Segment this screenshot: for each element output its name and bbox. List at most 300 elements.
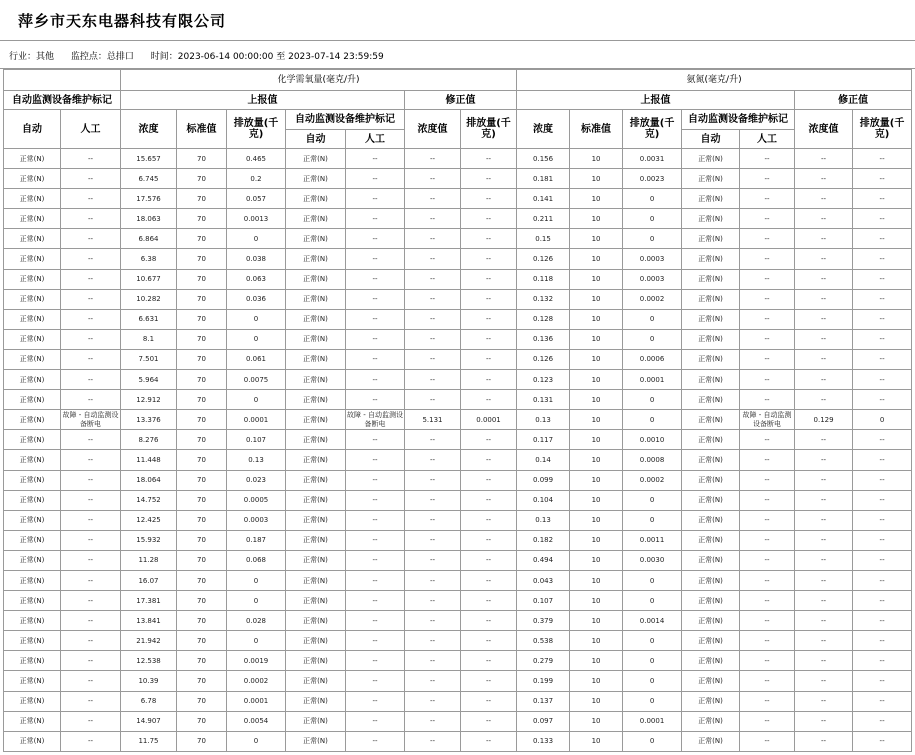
table-cell: 10 — [570, 510, 623, 530]
table-cell: -- — [346, 611, 405, 631]
table-cell: -- — [61, 309, 121, 329]
table-cell: -- — [853, 731, 912, 751]
table-cell: -- — [61, 671, 121, 691]
table-cell: -- — [346, 269, 405, 289]
table-cell: -- — [795, 490, 853, 510]
header-cod-corrected: 修正值 — [405, 91, 517, 110]
table-cell: 0.0002 — [227, 671, 286, 691]
table-cell: -- — [795, 209, 853, 229]
table-cell: 0.279 — [517, 651, 570, 671]
table-cell: -- — [461, 349, 517, 369]
table-cell: -- — [853, 269, 912, 289]
table-cell: 0 — [227, 731, 286, 751]
table-cell: -- — [61, 530, 121, 550]
table-cell: -- — [61, 430, 121, 450]
header-cod-conc-value: 浓度值 — [405, 110, 461, 149]
table-cell: 0.0001 — [461, 410, 517, 430]
table-cell: -- — [795, 269, 853, 289]
table-cell: 0.465 — [227, 149, 286, 169]
table-cell: 10 — [570, 671, 623, 691]
table-cell: -- — [795, 631, 853, 651]
table-cell: 0.0005 — [227, 490, 286, 510]
table-cell: 正常(N) — [682, 249, 740, 269]
table-cell: -- — [405, 510, 461, 530]
header-cod: 化学需氧量(毫克/升) — [121, 70, 517, 91]
table-cell: 正常(N) — [4, 309, 61, 329]
table-row — [4, 470, 912, 490]
table-cell: 14.907 — [121, 711, 177, 731]
table-cell: 正常(N) — [682, 390, 740, 410]
table-cell: 12.425 — [121, 510, 177, 530]
table-cell: 10 — [570, 229, 623, 249]
table-cell: 0.104 — [517, 490, 570, 510]
table-cell: 0.099 — [517, 470, 570, 490]
table-cell: -- — [461, 510, 517, 530]
table-cell: 0.131 — [517, 390, 570, 410]
table-cell: -- — [405, 731, 461, 751]
table-cell: -- — [346, 390, 405, 410]
table-cell: -- — [405, 229, 461, 249]
report-title: 萍乡市天东电器科技有限公司 — [18, 12, 227, 30]
table-cell: 正常(N) — [286, 490, 346, 510]
table-cell: 0.0001 — [623, 711, 682, 731]
table-cell: 15.932 — [121, 530, 177, 550]
table-row — [4, 169, 912, 189]
table-cell: 正常(N) — [4, 510, 61, 530]
table-cell: -- — [740, 591, 795, 611]
table-cell: -- — [740, 209, 795, 229]
table-cell: -- — [61, 349, 121, 369]
table-cell: 15.657 — [121, 149, 177, 169]
table-cell: 18.064 — [121, 470, 177, 490]
table-cell: -- — [740, 450, 795, 470]
table-cell: -- — [795, 570, 853, 590]
table-cell: 0 — [623, 651, 682, 671]
table-cell: 0.028 — [227, 611, 286, 631]
table-cell: 正常(N) — [4, 611, 61, 631]
table-cell: 0 — [853, 410, 912, 430]
table-cell: 70 — [177, 530, 227, 550]
table-cell: 0.107 — [517, 591, 570, 611]
table-cell: -- — [853, 490, 912, 510]
table-cell: 70 — [177, 450, 227, 470]
table-cell: -- — [740, 470, 795, 490]
table-cell: 6.631 — [121, 309, 177, 329]
table-cell: 0.0011 — [623, 530, 682, 550]
table-cell: -- — [461, 550, 517, 570]
table-cell: 10 — [570, 269, 623, 289]
table-cell: 正常(N) — [682, 269, 740, 289]
table-cell: -- — [346, 631, 405, 651]
table-cell: 16.07 — [121, 570, 177, 590]
table-cell: -- — [461, 249, 517, 269]
table-cell: -- — [853, 631, 912, 651]
header-nh3-corrected: 修正值 — [795, 91, 912, 110]
table-cell: -- — [853, 329, 912, 349]
table-cell: 0 — [623, 570, 682, 590]
table-cell: 正常(N) — [4, 550, 61, 570]
table-cell: 0.0031 — [623, 149, 682, 169]
table-cell: 70 — [177, 731, 227, 751]
table-cell: -- — [61, 631, 121, 651]
header-cod-maint-manual: 人工 — [346, 130, 405, 149]
table-cell: 0.0054 — [227, 711, 286, 731]
table-cell: 0.0023 — [623, 169, 682, 189]
table-cell: -- — [405, 289, 461, 309]
table-cell: -- — [740, 550, 795, 570]
table-cell: -- — [461, 209, 517, 229]
header-nh3-auto-maint: 自动监测设备维护标记 — [682, 110, 795, 130]
table-cell: -- — [461, 149, 517, 169]
table-cell: 0.156 — [517, 149, 570, 169]
table-cell: 0.538 — [517, 631, 570, 651]
table-cell: 0.0014 — [623, 611, 682, 631]
table-cell: 0.0075 — [227, 370, 286, 390]
table-cell: 0.0003 — [623, 269, 682, 289]
table-cell: -- — [853, 430, 912, 450]
table-cell: 正常(N) — [286, 149, 346, 169]
divider-top — [0, 40, 915, 41]
table-cell: -- — [853, 149, 912, 169]
table-cell: 正常(N) — [682, 370, 740, 390]
table-cell: -- — [346, 550, 405, 570]
table-cell: 正常(N) — [286, 189, 346, 209]
table-cell: 正常(N) — [682, 430, 740, 450]
table-cell: -- — [346, 370, 405, 390]
table-cell: 0.141 — [517, 189, 570, 209]
table-cell: 70 — [177, 490, 227, 510]
table-cell: -- — [61, 691, 121, 711]
table-cell: 0.14 — [517, 450, 570, 470]
table-cell: 正常(N) — [4, 229, 61, 249]
table-cell: -- — [405, 611, 461, 631]
table-cell: -- — [61, 169, 121, 189]
table-cell: -- — [461, 711, 517, 731]
table-cell: 正常(N) — [682, 731, 740, 751]
table-cell: 0.0006 — [623, 349, 682, 369]
table-cell: -- — [346, 430, 405, 450]
table-cell: 10 — [570, 370, 623, 390]
table-cell: 正常(N) — [4, 349, 61, 369]
table-cell: -- — [61, 711, 121, 731]
table-cell: -- — [346, 530, 405, 550]
header-auto-maint: 自动监测设备维护标记 — [4, 91, 121, 110]
table-cell: -- — [795, 450, 853, 470]
table-cell: -- — [795, 229, 853, 249]
table-cell: 0.023 — [227, 470, 286, 490]
table-cell: -- — [461, 390, 517, 410]
table-cell: -- — [740, 651, 795, 671]
table-cell: -- — [740, 691, 795, 711]
header-nh3-maint-auto: 自动 — [682, 130, 740, 149]
table-cell: -- — [461, 370, 517, 390]
table-cell: -- — [740, 570, 795, 590]
header-cod-maint-auto: 自动 — [286, 130, 346, 149]
table-cell: 5.131 — [405, 410, 461, 430]
table-cell: 正常(N) — [286, 450, 346, 470]
table-cell: 10 — [570, 329, 623, 349]
table-cell: -- — [740, 249, 795, 269]
header-auto: 自动 — [4, 110, 61, 149]
table-cell: 10 — [570, 490, 623, 510]
table-cell: 0.0001 — [227, 410, 286, 430]
table-cell: 正常(N) — [286, 651, 346, 671]
table-cell: -- — [61, 470, 121, 490]
table-cell: -- — [405, 269, 461, 289]
table-cell: 正常(N) — [682, 490, 740, 510]
table-cell: 10 — [570, 410, 623, 430]
table-cell: 正常(N) — [286, 289, 346, 309]
table-cell: 0 — [227, 591, 286, 611]
table-cell: -- — [740, 530, 795, 550]
table-cell: -- — [795, 691, 853, 711]
table-cell: 0.0008 — [623, 450, 682, 470]
table-cell: 10 — [570, 550, 623, 570]
table-cell: -- — [740, 370, 795, 390]
table-cell: -- — [795, 711, 853, 731]
table-cell: -- — [740, 671, 795, 691]
table-row — [4, 530, 912, 550]
table-cell: 70 — [177, 671, 227, 691]
time-range-label: 时间：2023-06-14 00:00:00 至 2023-07-14 23:59:59 — [150, 52, 384, 62]
table-row — [4, 229, 912, 249]
table-cell: -- — [853, 591, 912, 611]
table-cell: 14.752 — [121, 490, 177, 510]
table-cell: 正常(N) — [286, 631, 346, 651]
table-cell: 0.0002 — [623, 470, 682, 490]
table-cell: -- — [795, 249, 853, 269]
table-cell: -- — [346, 169, 405, 189]
table-cell: -- — [740, 269, 795, 289]
table-cell: 正常(N) — [682, 309, 740, 329]
table-cell: 正常(N) — [4, 731, 61, 751]
table-cell: 正常(N) — [682, 631, 740, 651]
table-cell: 正常(N) — [682, 349, 740, 369]
table-cell: -- — [61, 149, 121, 169]
table-cell: -- — [740, 289, 795, 309]
table-cell: -- — [346, 189, 405, 209]
table-cell: 70 — [177, 591, 227, 611]
table-cell: 18.063 — [121, 209, 177, 229]
table-cell: -- — [61, 550, 121, 570]
table-cell: 正常(N) — [286, 671, 346, 691]
table-cell: -- — [740, 329, 795, 349]
table-cell: -- — [405, 550, 461, 570]
table-cell: -- — [461, 591, 517, 611]
table-cell: -- — [853, 289, 912, 309]
table-cell: 0 — [227, 229, 286, 249]
table-cell: 0.137 — [517, 691, 570, 711]
table-cell: 正常(N) — [4, 370, 61, 390]
table-cell: 0.0019 — [227, 651, 286, 671]
table-cell: -- — [61, 490, 121, 510]
table-cell: -- — [853, 570, 912, 590]
header-cod-discharge: 排放量(千克) — [227, 110, 286, 149]
table-cell: 0.129 — [795, 410, 853, 430]
table-cell: 正常(N) — [682, 651, 740, 671]
table-cell: 正常(N) — [4, 470, 61, 490]
header-nh3-conc-value: 浓度值 — [795, 110, 853, 149]
table-cell: 0 — [227, 390, 286, 410]
table-cell: 0.13 — [517, 510, 570, 530]
table-cell: 70 — [177, 470, 227, 490]
table-cell: 正常(N) — [4, 591, 61, 611]
table-cell: -- — [405, 631, 461, 651]
table-cell: 6.78 — [121, 691, 177, 711]
table-cell: -- — [461, 530, 517, 550]
table-cell: -- — [61, 450, 121, 470]
table-cell: -- — [405, 651, 461, 671]
table-cell: -- — [346, 329, 405, 349]
table-cell: 正常(N) — [682, 169, 740, 189]
table-cell: 正常(N) — [4, 490, 61, 510]
table-cell: -- — [461, 169, 517, 189]
table-cell: 正常(N) — [682, 550, 740, 570]
table-cell: 正常(N) — [286, 370, 346, 390]
table-cell: 10 — [570, 530, 623, 550]
table-cell: 0.0003 — [227, 510, 286, 530]
table-cell: -- — [405, 430, 461, 450]
table-cell: 70 — [177, 631, 227, 651]
table-cell: 正常(N) — [682, 691, 740, 711]
table-cell: 正常(N) — [286, 209, 346, 229]
table-cell: 正常(N) — [286, 430, 346, 450]
table-cell: -- — [346, 289, 405, 309]
table-cell: 8.1 — [121, 329, 177, 349]
table-cell: 故障 - 自动监测设备断电 — [346, 410, 405, 430]
table-cell: 正常(N) — [682, 229, 740, 249]
header-nh3-corr-discharge: 排放量(千克) — [853, 110, 912, 149]
table-row — [4, 490, 912, 510]
table-cell: -- — [61, 570, 121, 590]
table-cell: 10 — [570, 570, 623, 590]
table-cell: 0 — [623, 189, 682, 209]
table-cell: -- — [853, 349, 912, 369]
table-cell: 8.276 — [121, 430, 177, 450]
table-cell: -- — [405, 671, 461, 691]
table-cell: 正常(N) — [682, 611, 740, 631]
table-cell: 10 — [570, 390, 623, 410]
table-cell: 70 — [177, 691, 227, 711]
table-cell: -- — [461, 430, 517, 450]
table-cell: 正常(N) — [286, 390, 346, 410]
table-cell: -- — [795, 370, 853, 390]
table-cell: 0.0010 — [623, 430, 682, 450]
header-cod-reported: 上报值 — [121, 91, 405, 110]
table-cell: -- — [461, 470, 517, 490]
table-cell: 10 — [570, 249, 623, 269]
table-cell: 0.117 — [517, 430, 570, 450]
table-cell: 10 — [570, 591, 623, 611]
table-cell: -- — [853, 209, 912, 229]
table-cell: 10 — [570, 189, 623, 209]
table-cell: 正常(N) — [4, 329, 61, 349]
table-row — [4, 631, 912, 651]
table-cell: 正常(N) — [286, 249, 346, 269]
table-cell: 0.211 — [517, 209, 570, 229]
table-cell: 正常(N) — [682, 591, 740, 611]
table-cell: 正常(N) — [4, 249, 61, 269]
table-row — [4, 570, 912, 590]
table-cell: -- — [61, 731, 121, 751]
header-cod-auto-maint: 自动监测设备维护标记 — [286, 110, 405, 130]
table-cell: -- — [405, 691, 461, 711]
table-cell: -- — [61, 189, 121, 209]
table-cell: 7.501 — [121, 349, 177, 369]
table-cell: -- — [740, 731, 795, 751]
table-cell: 正常(N) — [286, 510, 346, 530]
table-cell: -- — [346, 349, 405, 369]
table-row — [4, 691, 912, 711]
table-cell: 0 — [623, 209, 682, 229]
table-cell: 13.376 — [121, 410, 177, 430]
table-cell: 0.199 — [517, 671, 570, 691]
table-cell: 10 — [570, 631, 623, 651]
table-cell: -- — [61, 269, 121, 289]
table-cell: 70 — [177, 209, 227, 229]
table-cell: 10 — [570, 711, 623, 731]
table-cell: 0.068 — [227, 550, 286, 570]
table-cell: 70 — [177, 249, 227, 269]
header-manual: 人工 — [61, 110, 121, 149]
table-cell: 10.282 — [121, 289, 177, 309]
table-cell: 10 — [570, 149, 623, 169]
header-nh3-discharge: 排放量(千克) — [623, 110, 682, 149]
table-cell: -- — [795, 731, 853, 751]
table-cell: 11.448 — [121, 450, 177, 470]
table-row — [4, 731, 912, 751]
table-cell: -- — [346, 470, 405, 490]
table-cell: -- — [461, 731, 517, 751]
table-cell: 0.097 — [517, 711, 570, 731]
table-cell: 正常(N) — [4, 671, 61, 691]
table-cell: -- — [740, 309, 795, 329]
table-cell: -- — [405, 309, 461, 329]
table-cell: -- — [346, 229, 405, 249]
table-cell: 70 — [177, 329, 227, 349]
table-cell: 0.133 — [517, 731, 570, 751]
table-cell: 0 — [623, 591, 682, 611]
table-cell: 0.126 — [517, 349, 570, 369]
table-cell: 0.128 — [517, 309, 570, 329]
table-cell: 12.912 — [121, 390, 177, 410]
table-cell: -- — [461, 671, 517, 691]
table-row — [4, 450, 912, 470]
table-cell: -- — [405, 370, 461, 390]
table-cell: 10 — [570, 470, 623, 490]
table-cell: 10 — [570, 349, 623, 369]
table-cell: 70 — [177, 550, 227, 570]
table-cell: -- — [740, 349, 795, 369]
table-cell: 0.13 — [517, 410, 570, 430]
table-cell: 0 — [623, 731, 682, 751]
table-cell: -- — [740, 611, 795, 631]
table-cell: 0.126 — [517, 249, 570, 269]
table-cell: 故障 - 自动监测设备断电 — [61, 410, 121, 430]
table-cell: -- — [853, 611, 912, 631]
table-cell: -- — [795, 390, 853, 410]
table-cell: -- — [461, 570, 517, 590]
table-cell: 70 — [177, 570, 227, 590]
table-cell: -- — [461, 189, 517, 209]
table-cell: -- — [795, 510, 853, 530]
table-cell: 正常(N) — [4, 631, 61, 651]
table-cell: 0.118 — [517, 269, 570, 289]
table-row — [4, 289, 912, 309]
table-cell: 70 — [177, 349, 227, 369]
table-cell: -- — [853, 249, 912, 269]
table-cell: 0.061 — [227, 349, 286, 369]
